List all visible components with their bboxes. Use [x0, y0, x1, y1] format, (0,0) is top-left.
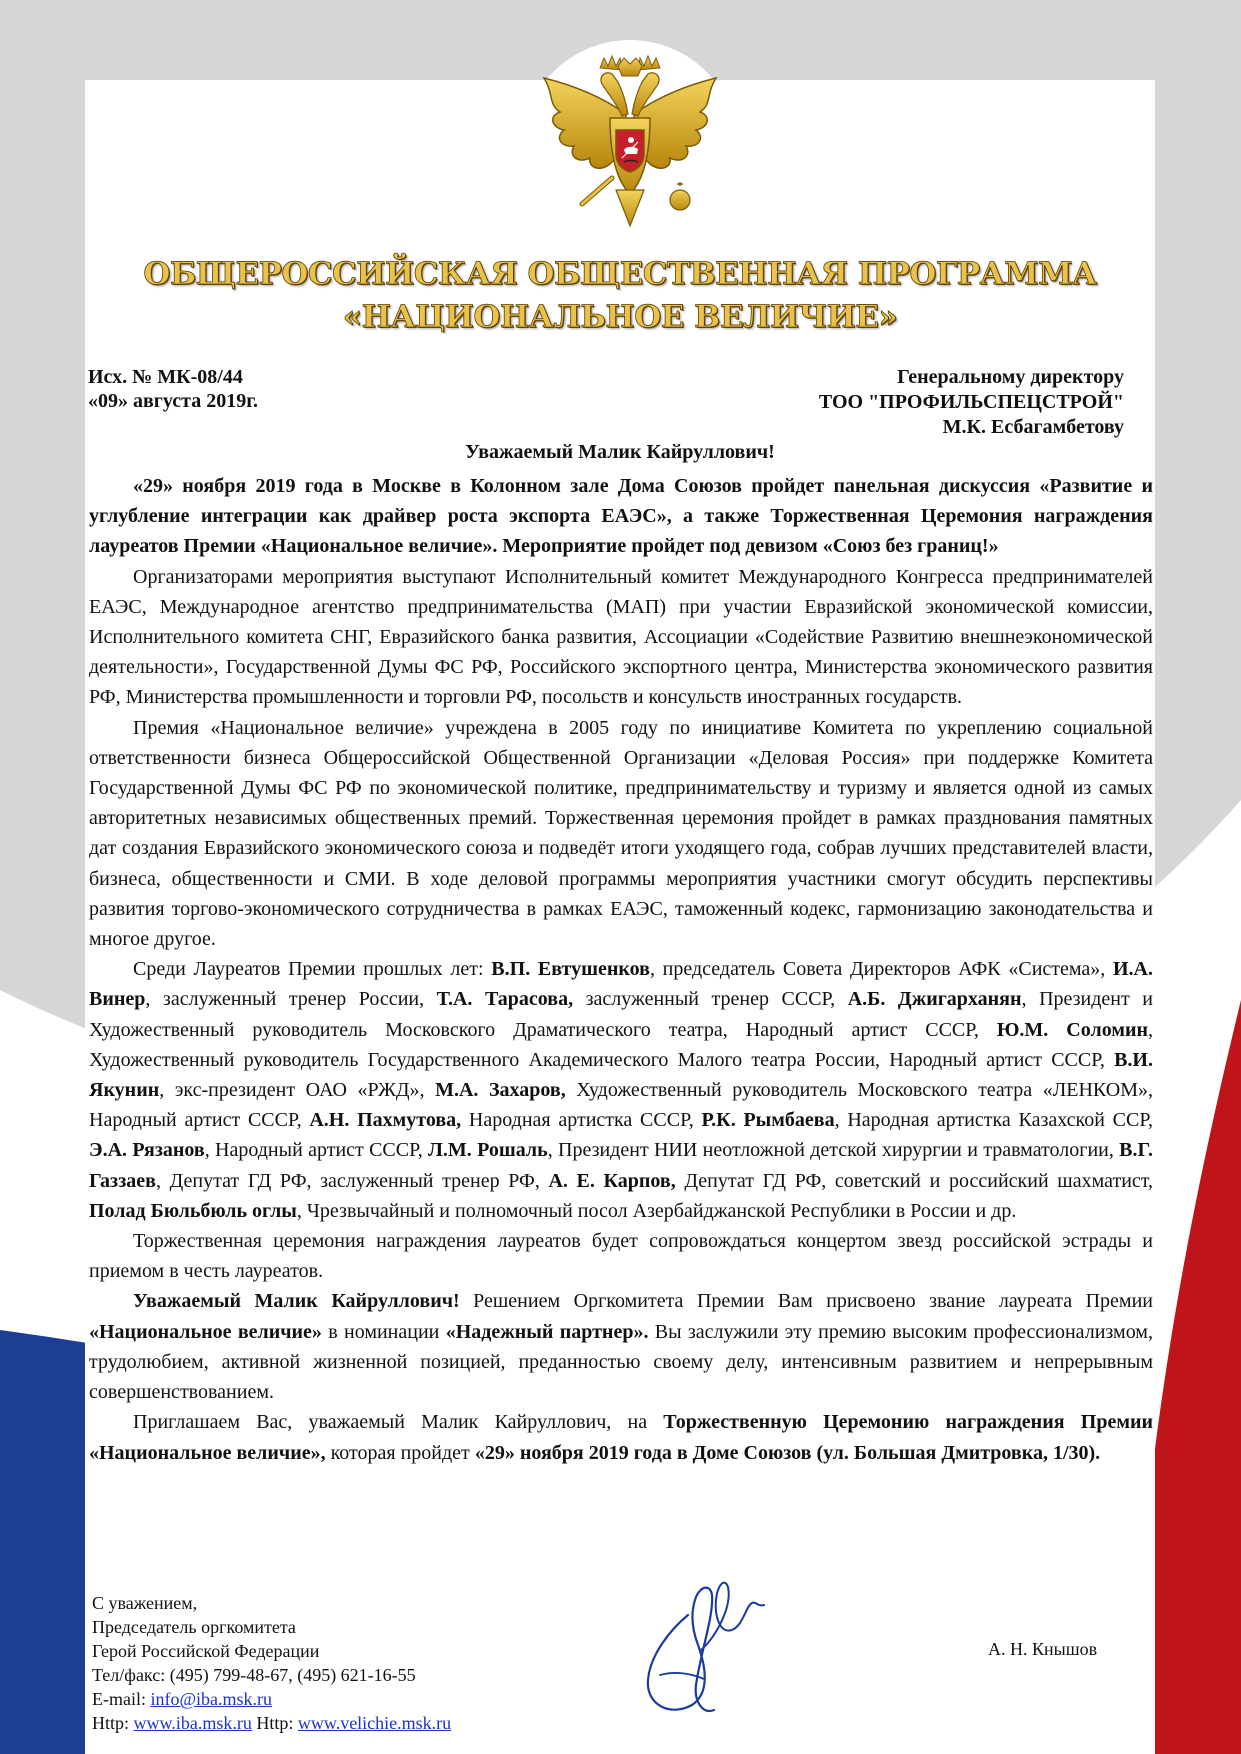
reference-date: «09» августа 2019г.: [88, 390, 259, 412]
addressee-name: М.К. Есбагамбетову: [942, 416, 1124, 438]
closing-regards: С уважением,: [92, 1593, 198, 1613]
signer-title: Председатель оргкомитета: [92, 1617, 296, 1637]
paragraph-invitation: Приглашаем Вас, уважаемый Малик Кайруллович, на Торжественную Церемонию награждения Премии «Национальное величие», которая пройдет «29» ноября 2019 года в Доме Союзов (ул. Большая Дмитровка, 1/30).: [89, 1411, 1153, 1464]
reference-number: Исх. № МК-08/44: [88, 366, 243, 388]
contact-email-line: E-mail: info@iba.msk.ru: [92, 1689, 273, 1709]
website-link-velichie[interactable]: www.velichie.msk.ru: [297, 1713, 452, 1733]
handwritten-signature: [640, 1575, 780, 1725]
contact-phone: Тел/факс: (495) 799-48-67, (495) 621-16-55: [92, 1665, 416, 1685]
paragraph-event: «29» ноября 2019 года в Москве в Колонном зале Дома Союзов пройдет панельная дискуссия «Развитие и углубление интеграции как драйвер роста экспорта ЕАЭС», а также Торжественная Церемония награждения лауреатов Премии «Национальное величие». Мероприятие пройдет под девизом «Союз без границ!»: [89, 475, 1153, 558]
closing-block: [92, 1591, 451, 1735]
paragraph-past-laureates: Среди Лауреатов Премии прошлых лет: В.П. Евтушенков, председатель Совета Директоров АФК «Система», И.А. Винер, заслуженный тренер России, Т.А. Тарасова, заслуженный тренер СССР, А.Б. Джигарханян, Президент и Художественный руководитель Московского Драматического театра, Народный артист СССР, Ю.М. Соломин, Художественный руководитель Государственного Академического Малого театра России, Народный артист СССР, В.И. Якунин, экс-президент ОАО «РЖД», М.А. Захаров, Художественный руководитель Московского театра «ЛЕНКОМ», Народный артист СССР, А.Н. Пахмутова, Народная артистка СССР, Р.К. Рымбаева, Народная артистка Казахской ССР, Э.А. Рязанов, Народный артист СССР, Л.М. Рошаль, Президент НИИ неотложной детской хирургии и травматологии, В.Г. Газзаев, Депутат ГД РФ, заслуженный тренер РФ, А. Е. Карпов, Депутат ГД РФ, советский и российский шахматист, Полад Бюльбюль оглы, Чрезвычайный и полномочный посол Азербайджанской Республики в России и др.: [89, 958, 1154, 1222]
letter-body: [89, 471, 1153, 1468]
program-title-line-2: «НАЦИОНАЛЬНОЕ ВЕЛИЧИЕ»: [342, 299, 898, 335]
russian-coat-of-arms-icon: [538, 54, 722, 234]
paragraph-award-history: Премия «Национальное величие» учреждена в 2005 году по инициативе Комитета по укреплению социальной ответственности бизнеса Общероссийской Общественной Организации «Деловая Россия» при поддержке Комитета Государственной Думы ФС РФ по экономической политике, предпринимательству и туризму и является одной из самых авторитетных независимых общественных премий. Торжественная церемония пройдет в рамках празднования памятных дат создания Евразийского экономического союза и подведёт итоги уходящего года, собрав лучших представителей власти, бизнеса, общественности и СМИ. В ходе деловой программы мероприятия участники смогут обсудить перспективы развития торгово-экономического сотрудничества в рамках ЕАЭС, таможенный кодекс, гармонизацию законодательства и многое другое.: [89, 716, 1153, 951]
paragraph-award-decision: Уважаемый Малик Кайруллович! Решением Оргкомитета Премии Вам присвоено звание лауреата Премии «Национальное величие» в номинации «Надежный партнер». Вы заслужили эту премию высоким профессионализмом, трудолюбием, активной жизненной позицией, преданностью своему делу, интенсивным развитием и непрерывным совершенствованием.: [89, 1290, 1153, 1404]
paragraph-concert: Торжественная церемония награждения лауреатов будет сопровождаться концертом звезд российской эстрады и приемом в честь лауреатов.: [89, 1230, 1153, 1283]
addressee-company: ТОО "ПРОФИЛЬСПЕЦСТРОЙ": [818, 391, 1124, 413]
outgoing-reference: [88, 365, 258, 413]
salutation: Уважаемый Малик Кайруллович!: [465, 441, 775, 463]
addressee-block: [819, 365, 1124, 440]
contact-web-line: Http: www.iba.msk.ru Http: www.velichie.msk.ru: [92, 1713, 452, 1733]
signer-name: А. Н. Кнышов: [988, 1639, 1098, 1659]
program-title-line-1: ОБЩЕРОССИЙСКАЯ ОБЩЕСТВЕННАЯ ПРОГРАММА: [143, 256, 1097, 292]
addressee-position: Генеральному директору: [897, 366, 1124, 388]
website-link-iba[interactable]: www.iba.msk.ru: [133, 1713, 252, 1733]
signer-honor: Герой Российской Федерации: [92, 1641, 320, 1661]
paragraph-organizers: Организаторами мероприятия выступают Исполнительный комитет Международного Конгресса предпринимателей ЕАЭС, Международное агентство предпринимательства (МАП) при участии Евразийской экономической комиссии, Исполнительного комитета СНГ, Евразийского банка развития, Ассоциации «Содействие Развитию внешнеэкономической деятельности», Государственной Думы ФС РФ, Российского экспортного центра, Министерства экономического развития РФ, Министерства промышленности и торговли РФ, посольств и консульств иностранных государств.: [89, 565, 1153, 709]
email-link[interactable]: info@iba.msk.ru: [150, 1689, 273, 1709]
